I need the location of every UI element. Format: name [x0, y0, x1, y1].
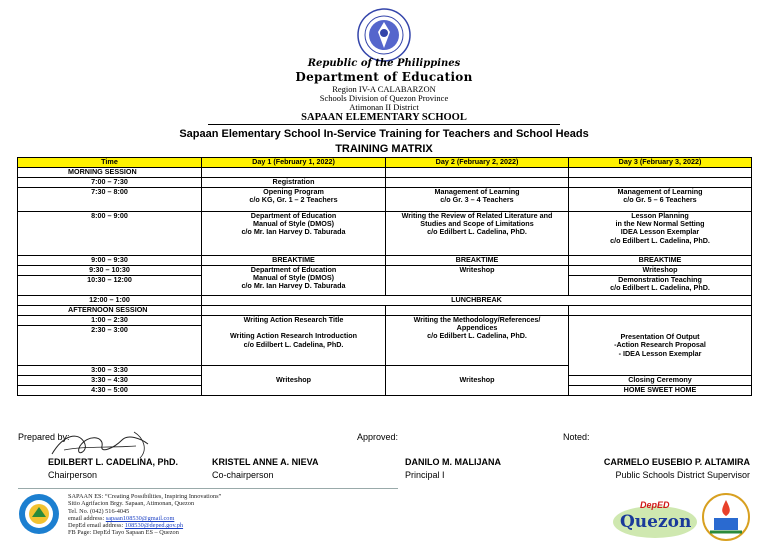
time-cell: 10:30 – 12:00: [18, 276, 202, 296]
footer-contact: SAPAAN ES: “Creating Possibilities, Inspiring Innovations” Sitio Agrifacion Brgy. Sapaan, Atimonan, Quezon Tel. No. (042) 516-4045 email address: sapaan108530@gmail.com DepEd email address: 108530@deped.gov.ph FB Page: DepEd Tayo Sapaan ES – Quezon: [68, 493, 222, 537]
deped-quezon-logo-icon: DepED Quezon: [610, 496, 700, 540]
time-cell: 7:00 – 7:30: [18, 178, 202, 188]
activity-cell: Department of Education Manual of Style (DMOS) c/o Mr. Ian Harvey D. Taburada: [202, 266, 386, 296]
signatory-name: KRISTEL ANNE A. NIEVA: [212, 457, 319, 467]
activity-cell: Management of Learning c/o Gr. 3 – 4 Teachers: [386, 188, 569, 212]
col-header-day1: Day 1 (February 1, 2022): [202, 158, 386, 168]
time-cell: 4:30 – 5:00: [18, 386, 202, 396]
afternoon-session-label: AFTERNOON SESSION: [18, 306, 202, 316]
table-row: [18, 178, 752, 188]
document-title: Sapaan Elementary School In-Service Training for Teachers and School Heads: [179, 128, 589, 140]
document-subtitle: TRAINING MATRIX: [335, 143, 433, 155]
region-line: Region IV-A CALABARZON: [332, 84, 436, 94]
signatory-role: Co-chairperson: [212, 470, 274, 480]
activity-cell: Department of Education Manual of Style (DMOS) c/o Mr. Ian Harvey D. Taburada: [202, 212, 386, 256]
signatory-role: Public Schools District Supervisor: [615, 470, 750, 480]
footer-divider: [18, 488, 398, 489]
activity-cell: Writing the Methodology/References/ Appendices c/o Edilbert L. Cadelina, PhD.: [386, 316, 569, 366]
activity-cell: Demonstration Teaching c/o Edilbert L. Cadelina, PhD.: [569, 276, 752, 296]
prepared-by-label: Prepared by:: [18, 432, 70, 442]
time-cell: 1:00 – 2:30: [18, 316, 202, 326]
activity-cell: Opening Program c/o KG, Gr. 1 – 2 Teachers: [202, 188, 386, 212]
approved-label: Approved:: [357, 432, 399, 442]
breaktime-cell: BREAKTIME: [569, 256, 752, 266]
training-matrix-table: [17, 157, 752, 396]
time-cell: 9:00 – 9:30: [18, 256, 202, 266]
breaktime-cell: BREAKTIME: [202, 256, 386, 266]
col-header-day3: Day 3 (February 3, 2022): [569, 158, 752, 168]
time-cell: 12:00 – 1:00: [18, 296, 202, 306]
table-row: [18, 296, 752, 306]
division-line: Schools Division of Quezon Province: [319, 93, 449, 103]
breaktime-cell: BREAKTIME: [386, 256, 569, 266]
morning-session-label: MORNING SESSION: [18, 168, 202, 178]
time-cell: 2:30 – 3:00: [18, 326, 202, 366]
table-row: [18, 316, 752, 326]
home-cell: HOME SWEET HOME: [569, 386, 752, 396]
writeshop-cell: Writeshop: [202, 366, 386, 396]
department-line: Department of Education: [295, 70, 473, 84]
activity-cell: Management of Learning c/o Gr. 5 – 6 Teachers: [569, 188, 752, 212]
signatory-name: EDILBERT L. CADELINA, PhD.: [48, 457, 178, 467]
signatory-role: Principal I: [405, 470, 445, 480]
republic-line: Republic of the Philippines: [307, 58, 461, 69]
col-header-day2: Day 2 (February 2, 2022): [386, 158, 569, 168]
activity-cell: Presentation Of Output -Action Research Proposal - IDEA Lesson Exemplar: [569, 316, 752, 376]
writeshop-cell: Writeshop: [386, 266, 569, 296]
activity-cell: Writing the Review of Related Literature and Studies and Scope of Limitations c/o Edilbert L. Cadelina, PhD.: [386, 212, 569, 256]
header-divider: [208, 124, 560, 125]
sdo-logo-icon: [700, 492, 752, 542]
table-row: [18, 256, 752, 266]
signatory-role: Chairperson: [48, 470, 98, 480]
registration-cell: Registration: [202, 178, 386, 188]
closing-cell: Closing Ceremony: [569, 376, 752, 386]
writeshop-cell: Writeshop: [386, 366, 569, 396]
deped-email-link[interactable]: 108530@deped.gov.ph: [124, 522, 184, 530]
email-link[interactable]: sapaan108530@gmail.com: [105, 514, 175, 522]
table-row: [18, 266, 752, 276]
table-header-row: [18, 158, 752, 168]
noted-label: Noted:: [563, 432, 590, 442]
school-logo-icon: [18, 493, 60, 535]
time-cell: 7:30 – 8:00: [18, 188, 202, 212]
school-name: SAPAAN ELEMENTARY SCHOOL: [301, 112, 467, 123]
table-row: [18, 188, 752, 212]
deped-seal-icon: [357, 8, 411, 62]
district-line: Atimonan II District: [349, 102, 419, 112]
time-cell: 3:30 – 4:30: [18, 376, 202, 386]
time-cell: 9:30 – 10:30: [18, 266, 202, 276]
col-header-time: Time: [18, 158, 202, 168]
signatory-name: CARMELO EUSEBIO P. ALTAMIRA: [603, 457, 750, 467]
signatory-name: DANILO M. MALIJANA: [405, 457, 501, 467]
lunchbreak-cell: LUNCHBREAK: [202, 296, 752, 306]
time-cell: 8:00 – 9:00: [18, 212, 202, 256]
table-row: [18, 212, 752, 256]
activity-cell: Lesson Planning in the New Normal Setting IDEA Lesson Exemplar c/o Edilbert L. Cadelina, PhD.: [569, 212, 752, 256]
table-row: [18, 306, 752, 316]
activity-cell: Writing Action Research Title Writing Action Research Introduction c/o Edilbert L. Cadelina, PhD.: [202, 316, 386, 366]
table-row: [18, 168, 752, 178]
writeshop-cell: Writeshop: [569, 266, 752, 276]
time-cell: 3:00 – 3:30: [18, 366, 202, 376]
